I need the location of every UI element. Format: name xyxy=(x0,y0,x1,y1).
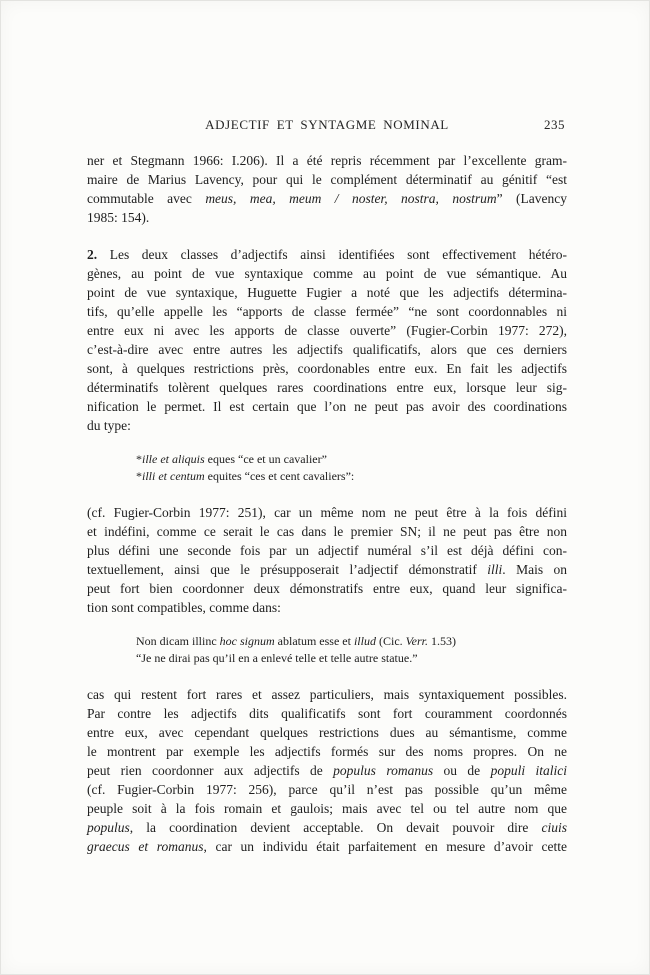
text-segment: point de vue syntaxique, Huguette Fugier a noté que les adjectifs détermina- xyxy=(87,285,567,300)
text-line xyxy=(87,208,567,227)
text-line xyxy=(87,189,567,208)
text-line xyxy=(87,416,567,435)
paragraph-section-2 xyxy=(87,245,567,435)
text-segment: illi et centum xyxy=(142,469,205,483)
text-line xyxy=(136,451,616,468)
text-segment: graecus et romanus xyxy=(87,839,204,854)
text-line xyxy=(136,650,616,667)
text-segment: gènes, au point de vue syntaxique comme au point de vue sémantique. Au xyxy=(87,266,567,281)
text-line xyxy=(87,560,567,579)
text-segment: entre eux ni avec les apports de classe ouverte” (Fugier-Corbin 1977: 272), xyxy=(87,323,567,338)
text-line xyxy=(87,522,567,541)
example-quote-cicero-verr xyxy=(87,633,616,667)
text-line xyxy=(87,170,567,189)
text-segment: du type: xyxy=(87,418,131,433)
text-segment: 1985: 154). xyxy=(87,210,150,225)
text-segment: peut fort bien coordonner deux démonstratifs entre eux, quand leur significa- xyxy=(87,581,567,596)
text-segment: Par contre les adjectifs dits qualificatifs sont fort couramment coordonnés xyxy=(87,706,567,721)
text-segment: , car un individu était parfaitement en mesure d’avoir cette xyxy=(203,839,567,854)
paragraph-qualificatifs-coordonnes xyxy=(87,685,567,856)
text-segment: ille et aliquis xyxy=(142,452,205,466)
text-segment: Non dicam illinc xyxy=(136,634,220,648)
text-segment: Les deux classes d’adjectifs ainsi identifiées sont effectivement hétéro- xyxy=(97,247,567,262)
text-line xyxy=(87,579,567,598)
text-segment: maire de Marius Lavency, pour qui le complément déterminatif au génitif “est xyxy=(87,172,567,187)
text-segment: populi italici xyxy=(490,763,568,778)
text-line xyxy=(87,742,567,761)
text-line xyxy=(87,761,567,780)
text-segment: (cf. Fugier-Corbin 1977: 251), car un même nom ne peut être à la fois défini xyxy=(87,505,567,520)
example-quote-ille-aliquis xyxy=(87,451,616,485)
text-segment: * xyxy=(136,452,142,466)
text-line xyxy=(136,468,616,485)
text-segment: tion sont compatibles, comme dans: xyxy=(87,600,281,615)
text-segment: ciuis xyxy=(541,820,567,835)
text-line xyxy=(87,151,567,170)
text-segment: populus xyxy=(87,820,130,835)
text-line xyxy=(87,704,567,723)
text-segment: (Cic. xyxy=(375,634,406,648)
text-line xyxy=(87,340,567,359)
page-header xyxy=(87,117,567,135)
text-segment: ner et Stegmann 1966: I.206). Il a été repris récemment par l’excellente gram- xyxy=(87,153,567,168)
text-segment: eques “ce et un cavalier” xyxy=(204,452,327,466)
text-line xyxy=(87,780,567,799)
text-segment: * xyxy=(136,469,142,483)
text-segment: entre eux, avec cependant quelques restrictions dues au sémantisme, comme xyxy=(87,725,567,740)
text-line xyxy=(87,818,567,837)
running-title: ADJECTIF ET SYNTAGME NOMINAL xyxy=(205,117,449,132)
text-segment: equites “ces et cent cavaliers”: xyxy=(204,469,355,483)
text-line xyxy=(87,799,567,818)
text-line xyxy=(87,378,567,397)
text-segment: le montrent par exemple les adjectifs formés sur des noms propres. On ne xyxy=(87,744,567,759)
text-segment: “Je ne dirai pas qu’il en a enlevé telle et telle autre statue.” xyxy=(136,651,418,665)
text-segment: 1.53) xyxy=(428,634,456,648)
text-line xyxy=(87,245,567,264)
text-segment: cas qui restent fort rares et assez particuliers, mais syntaxiquement possibles. xyxy=(87,687,567,702)
paragraph-continuation-lavency xyxy=(87,151,567,227)
text-line xyxy=(87,264,567,283)
text-line xyxy=(87,723,567,742)
text-line xyxy=(136,633,616,650)
text-segment: Verr. xyxy=(405,634,428,648)
text-segment: meus, mea, meum / noster, nostra, nostrum xyxy=(205,191,497,206)
text-segment: . Mais on xyxy=(502,562,567,577)
text-segment: peuple soit à la fois romain et gaulois; mais avec tel ou tel autre nom que xyxy=(87,801,567,816)
text-segment: ou de xyxy=(433,763,491,778)
text-segment: illud xyxy=(353,634,376,648)
text-line xyxy=(87,685,567,704)
text-segment: commutable avec xyxy=(87,191,206,206)
text-line xyxy=(87,302,567,321)
text-segment: nification le permet. Il est certain que l’on ne peut pas avoir des coordinations xyxy=(87,399,567,414)
text-segment: 2. xyxy=(87,247,98,262)
text-segment: populus romanus xyxy=(333,763,434,778)
text-line xyxy=(87,321,567,340)
text-segment: ” (Lavency xyxy=(496,191,567,206)
text-segment: , la coordination devient acceptable. On devait pouvoir dire xyxy=(129,820,542,835)
page-body xyxy=(87,151,567,856)
text-line xyxy=(87,397,567,416)
text-segment: hoc signum xyxy=(219,634,275,648)
text-segment: et indéfini, comme ce serait le cas dans le premier SN; il ne peut pas être non xyxy=(87,524,567,539)
text-line xyxy=(87,359,567,378)
text-line xyxy=(87,541,567,560)
text-segment: tifs, qu’elle appelle les “apports de classe fermée” “ne sont coordonnables ni xyxy=(87,304,567,319)
text-segment: (cf. Fugier-Corbin 1977: 256), parce qu’il n’est pas possible qu’un même xyxy=(87,782,567,797)
text-line xyxy=(87,598,567,617)
text-line xyxy=(87,837,567,856)
text-line xyxy=(87,283,567,302)
text-segment: c’est-à-dire avec entre autres les adjectifs qualificatifs, alors que ces derniers xyxy=(87,342,567,357)
text-segment: textuellement, ainsi que le présupposerait l’adjectif démonstratif xyxy=(87,562,488,577)
text-segment: déterminatifs tolèrent quelques rares coordinations entre eux, lorsque leur sig- xyxy=(87,380,567,395)
paragraph-fugier-corbin-251 xyxy=(87,503,567,617)
text-line xyxy=(87,503,567,522)
page-number: 235 xyxy=(544,117,565,132)
text-segment: ablatum esse et xyxy=(274,634,354,648)
text-segment: illi xyxy=(487,562,503,577)
text-segment: peut rien coordonner aux adjectifs de xyxy=(87,763,334,778)
text-segment: sont, à quelques restrictions près, coordonables entre eux. En fait les adjectifs xyxy=(87,361,567,376)
text-segment: plus défini une seconde fois par un adjectif numéral s’il est déjà défini con- xyxy=(87,543,567,558)
